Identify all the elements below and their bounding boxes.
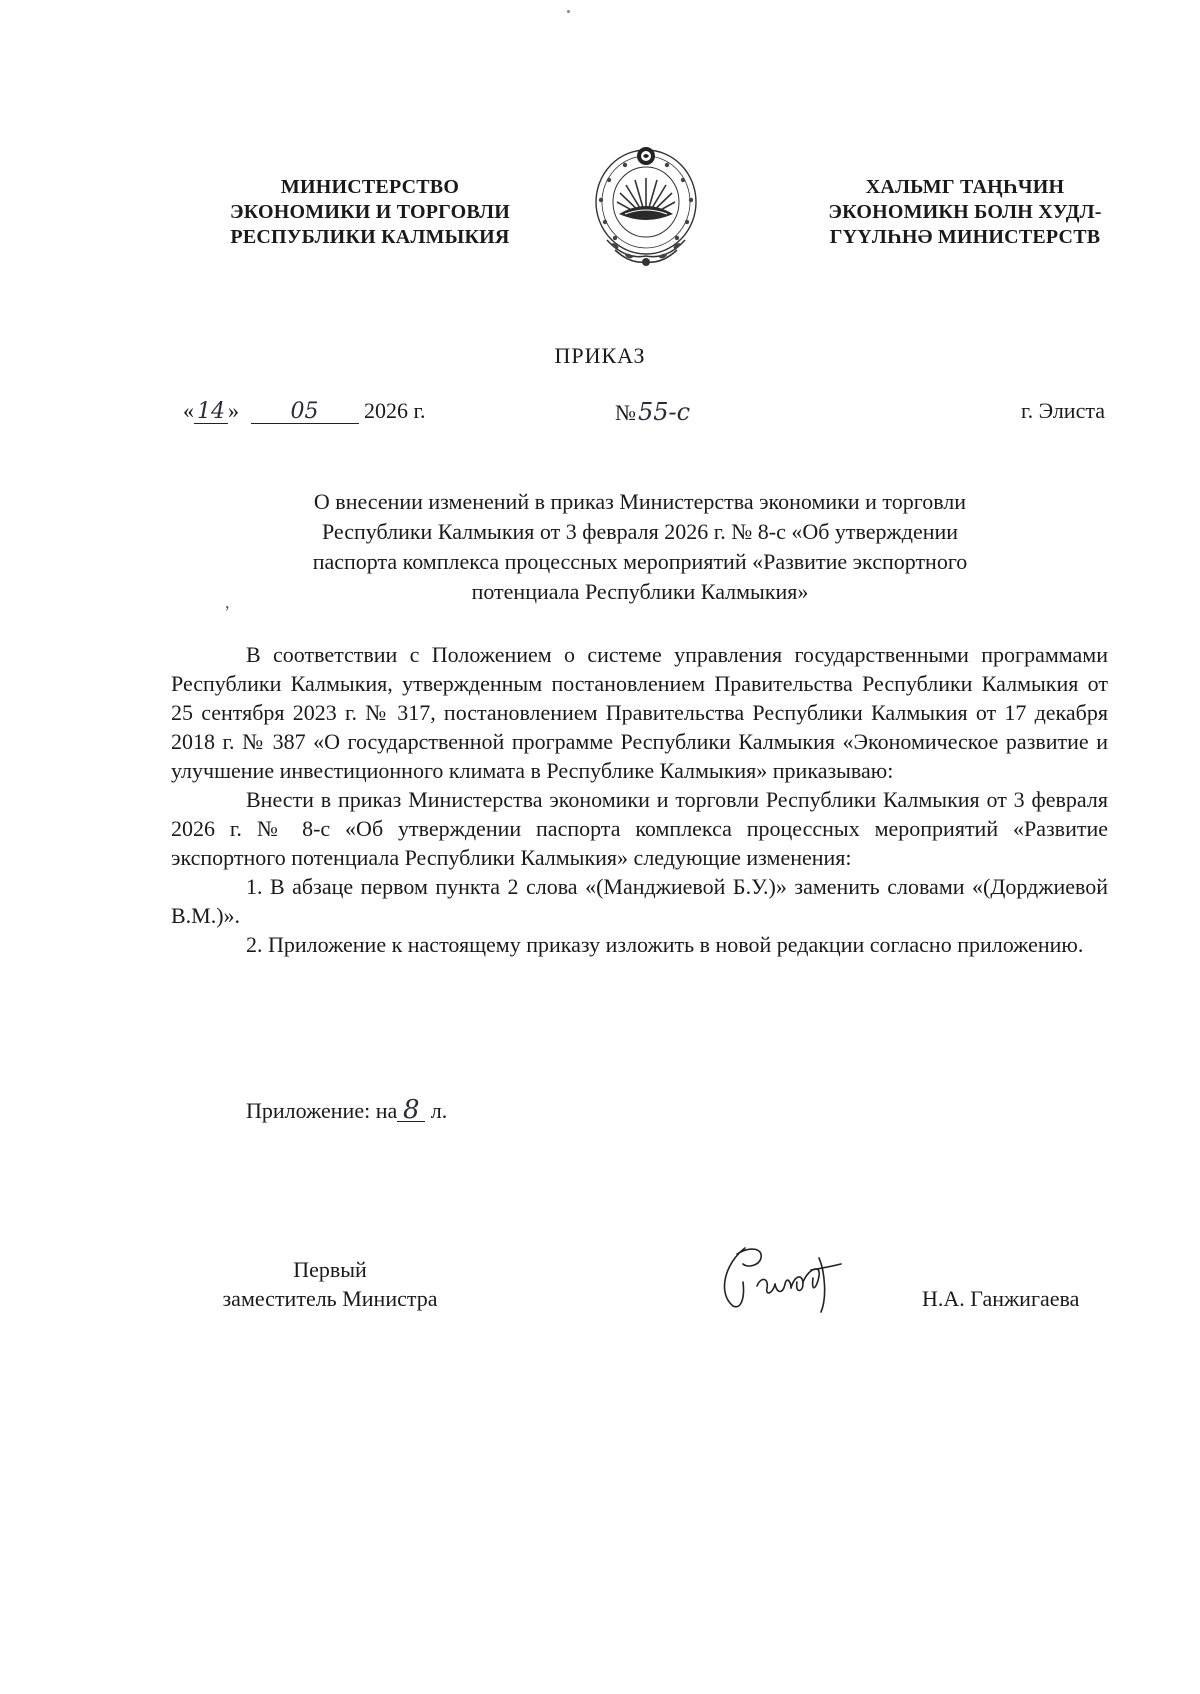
date-year: 2026 г. xyxy=(364,398,426,423)
scan-speck xyxy=(567,10,570,13)
ministry-line: ЭКОНОМИКИ И ТОРГОВЛИ xyxy=(230,201,510,223)
directive-paragraph: Внести в приказ Министерства экономики и торговли Республики Калмыкия от 3 февраля 2026 г. № 8-с «Об утверждении паспорта комплекса процессных мероприятий «Развитие экспортного потенциала Республики Калмыкия» следующие изменения: xyxy=(171,787,1108,870)
ministry-name-kalmyk xyxy=(790,175,1140,250)
attachment-prefix: Приложение: на xyxy=(246,1098,398,1123)
ministry-name-russian xyxy=(195,175,545,250)
position-line: Первый xyxy=(293,1257,367,1282)
handwritten-signature xyxy=(715,1238,865,1318)
subject-line: О внесении изменений в приказ Министерства экономики и торговли xyxy=(313,489,967,514)
signatory-position xyxy=(170,1255,490,1313)
number-sign: № xyxy=(615,400,636,425)
scan-artifact-mark: , xyxy=(225,592,230,612)
date-quote-close: » xyxy=(228,398,239,423)
position-line: заместитель Министра xyxy=(222,1286,438,1311)
date-day: 14 xyxy=(194,401,228,424)
ministry-line: ЭКОНОМИКН БОЛН ХУДЛ- xyxy=(828,201,1102,223)
date-quote-open: « xyxy=(183,398,194,423)
change-item-1: 1. В абзаце первом пункта 2 слова «(Манджиевой Б.У.)» заменить словами «(Дорджиевой В.М.)». xyxy=(171,874,1108,928)
signatory-name: Н.А. Ганжигаева xyxy=(922,1286,1080,1311)
ministry-line: РЕСПУБЛИКИ КАЛМЫКИЯ xyxy=(230,226,510,248)
order-subject xyxy=(215,487,1065,607)
order-number xyxy=(615,398,690,426)
order-city: г. Элиста xyxy=(1021,398,1105,423)
ministry-line: МИНИСТЕРСТВО xyxy=(280,176,460,198)
change-item-2: 2. Приложение к настоящему приказу изложить в новой редакции согласно приложению. xyxy=(246,932,1084,957)
kalmykia-coat-of-arms-icon xyxy=(585,140,707,272)
preamble-paragraph: В соответствии с Положением о системе управления государственными программами Республики Калмыкия, утвержденным постановлением Правительства Республики Калмыкия от 25 сентября 2023 г. № 317, постановлением Правительства Республики Калмыкия от 17 декабря 2018 г. № 387 «О государственной программе Республики Калмыкия «Экономическое развитие и улучшение инвестиционного климата в Республике Калмыкия» приказываю: xyxy=(171,642,1108,783)
subject-line: Республики Калмыкия от 3 февраля 2026 г. № 8-с «Об утверждении xyxy=(321,519,959,544)
date-month: 05 xyxy=(251,401,359,424)
document-title: ПРИКАЗ xyxy=(554,343,646,368)
subject-line: потенциала Республики Калмыкия» xyxy=(471,579,809,604)
subject-line: паспорта комплекса процессных мероприятий «Развитие экспортного xyxy=(312,549,968,574)
attachment-pages: 8 xyxy=(397,1099,425,1122)
attachment-suffix: л. xyxy=(430,1098,448,1123)
ministry-line: ХАЛЬМГ ТАҢҺЧИН xyxy=(865,176,1065,198)
number-value: 55-с xyxy=(638,398,691,426)
ministry-line: ГҮҮЛҺНӘ МИНИСТЕРСТВ xyxy=(829,226,1101,248)
order-body xyxy=(171,640,1108,959)
order-date xyxy=(183,398,426,424)
attachment-note xyxy=(246,1095,448,1125)
